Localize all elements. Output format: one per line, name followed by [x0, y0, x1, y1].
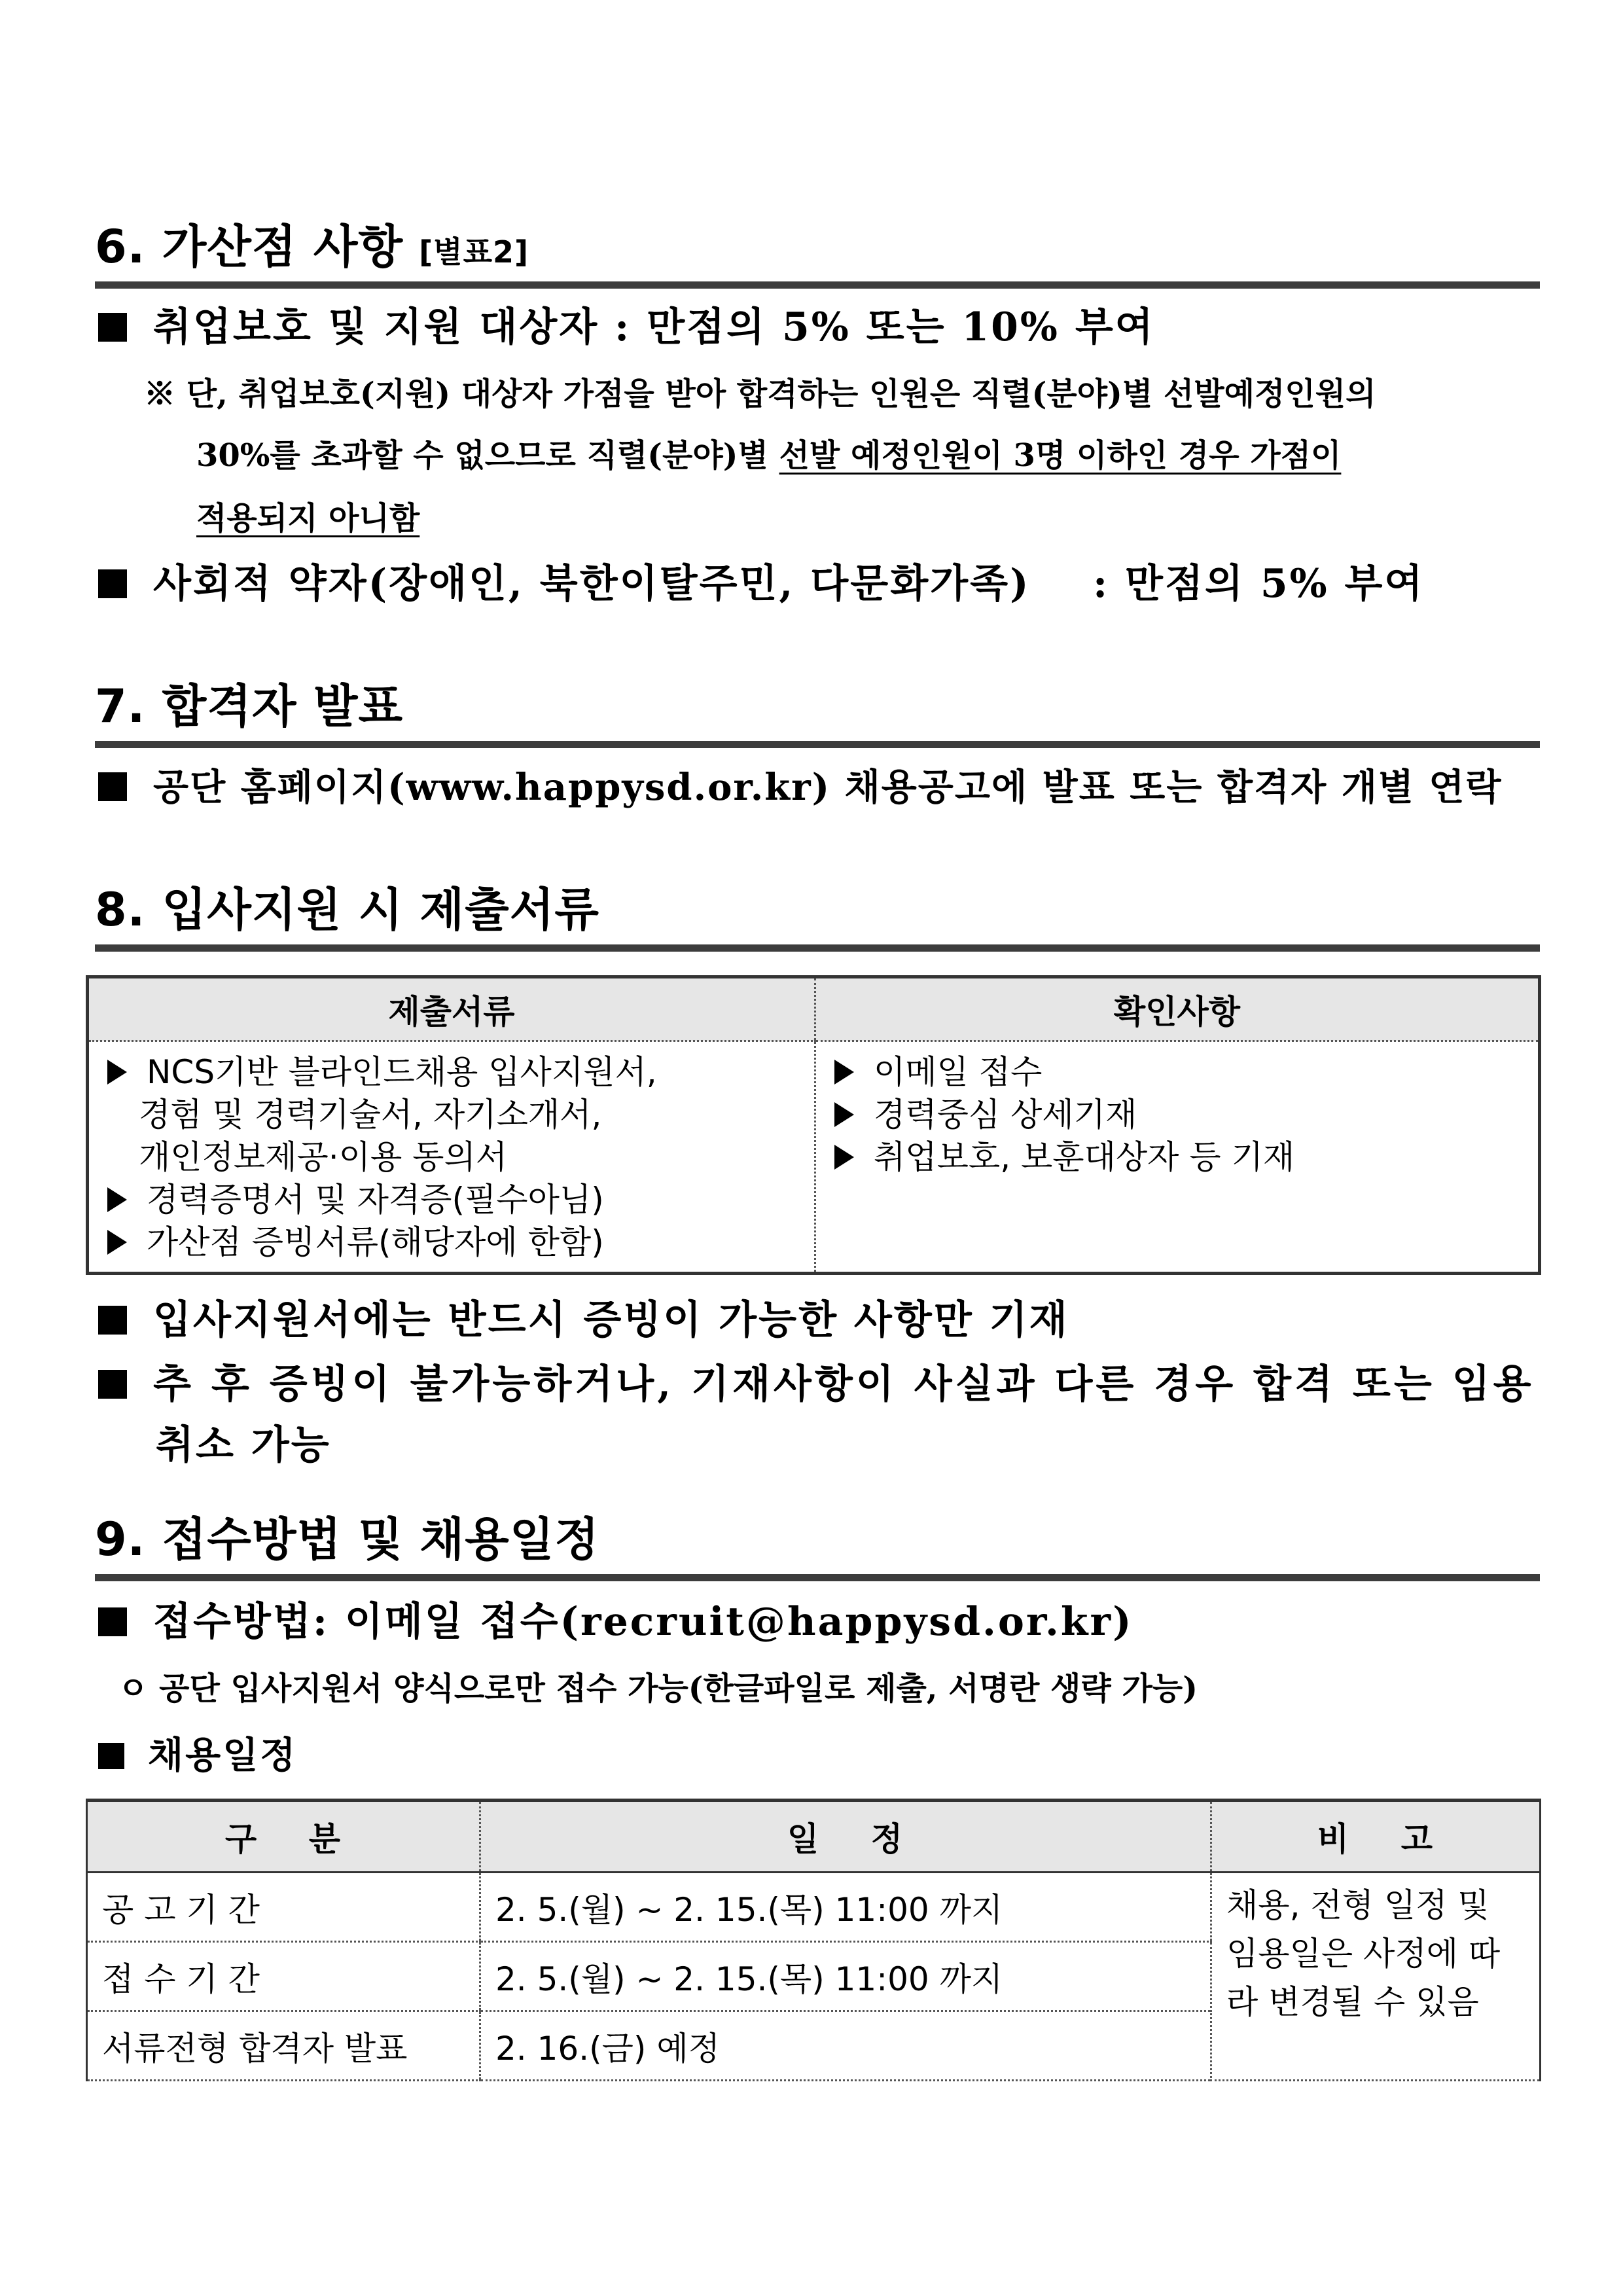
- row-date: 2. 5.(월) ~ 2. 15.(목) 11:00 까지: [480, 1873, 1211, 1942]
- s8-line1: 입사지원서에는 반드시 증빙이 가능한 사항만 기재: [153, 1297, 1069, 1343]
- s9-schedule-label: [98, 1734, 298, 1777]
- square-bullet-icon: [98, 1607, 127, 1636]
- documents-table: [86, 975, 1541, 1275]
- documents-cell: [88, 1041, 815, 1274]
- row-date: 2. 16.(금) 예정: [480, 2011, 1211, 2081]
- triangle-bullet-icon: [107, 1230, 127, 1255]
- triangle-bullet-icon: [107, 1060, 127, 1085]
- doc-item: NCS기반 블라인드채용 입사지원서,: [147, 1053, 657, 1091]
- section-6-tag: [별표2]: [419, 234, 529, 270]
- list-item: [834, 1136, 1520, 1179]
- schedule-label-text: 채용일정: [148, 1734, 298, 1777]
- square-bullet-icon: [98, 1370, 127, 1399]
- s6-line2: 사회적 약자(장애인, 북한이탈주민, 다문화가족) : 만점의 5% 부여: [153, 561, 1425, 607]
- list-item: [834, 1094, 1520, 1136]
- s6-note-line-c: [196, 500, 420, 537]
- triangle-bullet-icon: [834, 1145, 854, 1170]
- s9-method: [98, 1599, 1133, 1645]
- header-schedule: 일 정: [480, 1801, 1211, 1873]
- list-item: [107, 1051, 796, 1094]
- header-documents: 제출서류: [88, 977, 815, 1041]
- square-bullet-icon: [98, 313, 127, 342]
- s6-note-c-underlined: 적용되지 아니함: [196, 500, 420, 537]
- checks-cell: [815, 1041, 1540, 1274]
- s7-bullet-1: [98, 766, 1503, 809]
- row-label: 접 수 기 간: [87, 1942, 480, 2011]
- triangle-bullet-icon: [107, 1187, 127, 1212]
- check-item: 경력중심 상세기재: [874, 1096, 1137, 1134]
- list-item: [107, 1179, 796, 1221]
- list-item: 개인정보제공·이용 동의서: [139, 1138, 508, 1176]
- table-row: [87, 1873, 1541, 1942]
- square-bullet-icon: [98, 1306, 127, 1335]
- row-label: 서류전형 합격자 발표: [87, 2011, 480, 2081]
- s7-line1: 공단 홈페이지(www.happysd.or.kr) 채용공고에 발표 또는 합격자 개별 연락: [153, 766, 1503, 809]
- check-item: 이메일 접수: [874, 1053, 1043, 1091]
- header-remark: 비 고: [1211, 1801, 1541, 1873]
- s8-bullet-2: [98, 1361, 1535, 1407]
- table-row: [88, 1041, 1540, 1274]
- triangle-bullet-icon: [834, 1060, 854, 1085]
- s6-line1: 취업보호 및 지원 대상자 : 만점의 5% 또는 10% 부여: [153, 304, 1155, 350]
- s6-note-b-underlined: 선발 예정인원이 3명 이하인 경우 가점이: [779, 437, 1342, 474]
- section-6-header: [95, 203, 1540, 289]
- section-8-title: 8. 입사지원 시 제출서류: [95, 883, 599, 937]
- square-bullet-icon: [98, 1743, 124, 1769]
- row-label: 공 고 기 간: [87, 1873, 480, 1942]
- s6-bullet-1: [98, 304, 1155, 350]
- s9-sub: ㅇ 공단 입사지원서 양식으로만 접수 가능(한글파일로 제출, 서명란 생략 가능): [118, 1670, 1198, 1707]
- s8-bullet-1: [98, 1297, 1069, 1343]
- check-item: 취업보호, 보훈대상자 등 기재: [874, 1138, 1295, 1176]
- row-date: 2. 5.(월) ~ 2. 15.(목) 11:00 까지: [480, 1942, 1211, 2011]
- section-9-title: 9. 접수방법 및 채용일정: [95, 1513, 599, 1566]
- s9-method-text: 접수방법: 이메일 접수(recruit@happysd.or.kr): [153, 1599, 1133, 1645]
- table-header-row: [88, 977, 1540, 1041]
- list-item: 경험 및 경력기술서, 자기소개서,: [139, 1096, 602, 1134]
- section-9-header: [95, 1496, 1540, 1581]
- s8-line2a: 추 후 증빙이 불가능하거나, 기재사항이 사실과 다른 경우 합격 또는 임용: [153, 1361, 1535, 1407]
- list-item: [107, 1221, 796, 1264]
- s6-note-b-text: 30%를 초과할 수 없으므로 직렬(분야)별: [196, 437, 779, 474]
- square-bullet-icon: [98, 569, 127, 598]
- section-7-title: 7. 합격자 발표: [95, 679, 404, 733]
- square-bullet-icon: [98, 772, 127, 801]
- s6-note-line-b: [196, 437, 1342, 474]
- table-header-row: [87, 1801, 1541, 1873]
- section-6-title-row: [95, 220, 529, 274]
- list-item: [834, 1051, 1520, 1094]
- triangle-bullet-icon: [834, 1102, 854, 1127]
- section-6-title: 6. 가산점 사항: [95, 220, 404, 274]
- schedule-table: [86, 1799, 1541, 2081]
- s8-line2b: 취소 가능: [156, 1422, 331, 1468]
- header-checks: 확인사항: [815, 977, 1540, 1041]
- section-7-header: [95, 662, 1540, 748]
- doc-item: 가산점 증빙서류(해당자에 한함): [147, 1223, 604, 1261]
- header-category: 구 분: [87, 1801, 480, 1873]
- s6-note-line-a: ※ 단, 취업보호(지원) 대상자 가점을 받아 합격하는 인원은 직렬(분야)별 선발예정인원의: [144, 376, 1376, 412]
- section-8-header: [95, 866, 1540, 952]
- remark-cell: 채용, 전형 일정 및 임용일은 사정에 따라 변경될 수 있음: [1211, 1873, 1541, 2081]
- doc-item: 경력증명서 및 자격증(필수아님): [147, 1181, 604, 1219]
- s6-bullet-2: [98, 561, 1425, 607]
